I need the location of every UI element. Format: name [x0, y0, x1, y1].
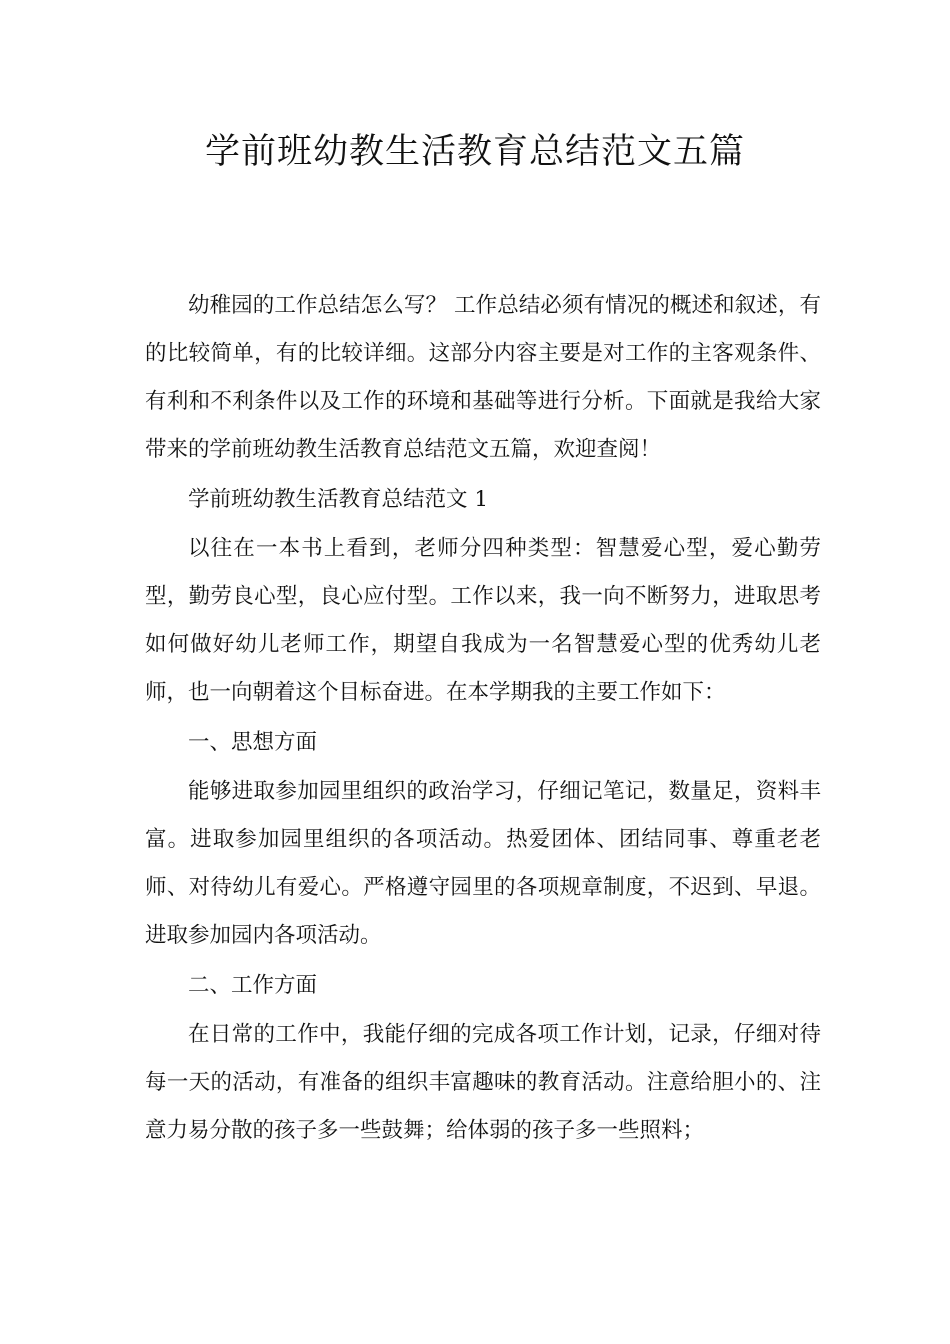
section-heading-essay-1: 学前班幼教生活教育总结范文 1	[188, 486, 489, 512]
document-title: 学前班幼教生活教育总结范文五篇	[204, 132, 745, 172]
intro-paragraph: 幼稚园的工作总结怎么写？ 工作总结必须有情况的概述和叙述，有的比较简单，有的比较详细。这部分内容主要是对工作的主客观条件、有利和不利条件以及工作的环境和基础等进行分析。下面就是我给大家带来的学前班幼教生活教育总结范文五篇，欢迎查阅！	[145, 293, 821, 462]
subheading-work: 二、工作方面	[188, 972, 318, 998]
body-paragraph: 在日常的工作中，我能仔细的完成各项工作计划，记录，仔细对待每一天的活动，有准备的组织丰富趣味的教育活动。注意给胆小的、注意力易分散的孩子多一些鼓舞；给体弱的孩子多一些照料；	[145, 1022, 821, 1143]
document-body	[145, 282, 821, 1157]
body-paragraph: 能够进取参加园里组织的政治学习，仔细记笔记，数量足，资料丰富。进取参加园里组织的各项活动。热爱团体、团结同事、尊重老老师、对待幼儿有爱心。严格遵守园里的各项规章制度，不迟到、早退。进取参加园内各项活动。	[145, 779, 821, 948]
body-paragraph: 以往在一本书上看到，老师分四种类型：智慧爱心型，爱心勤劳型，勤劳良心型，良心应付型。工作以来，我一向不断努力，进取思考如何做好幼儿老师工作，期望自我成为一名智慧爱心型的优秀幼儿老师，也一向朝着这个目标奋进。在本学期我的主要工作如下：	[145, 536, 821, 705]
subheading-thought: 一、思想方面	[188, 729, 318, 755]
